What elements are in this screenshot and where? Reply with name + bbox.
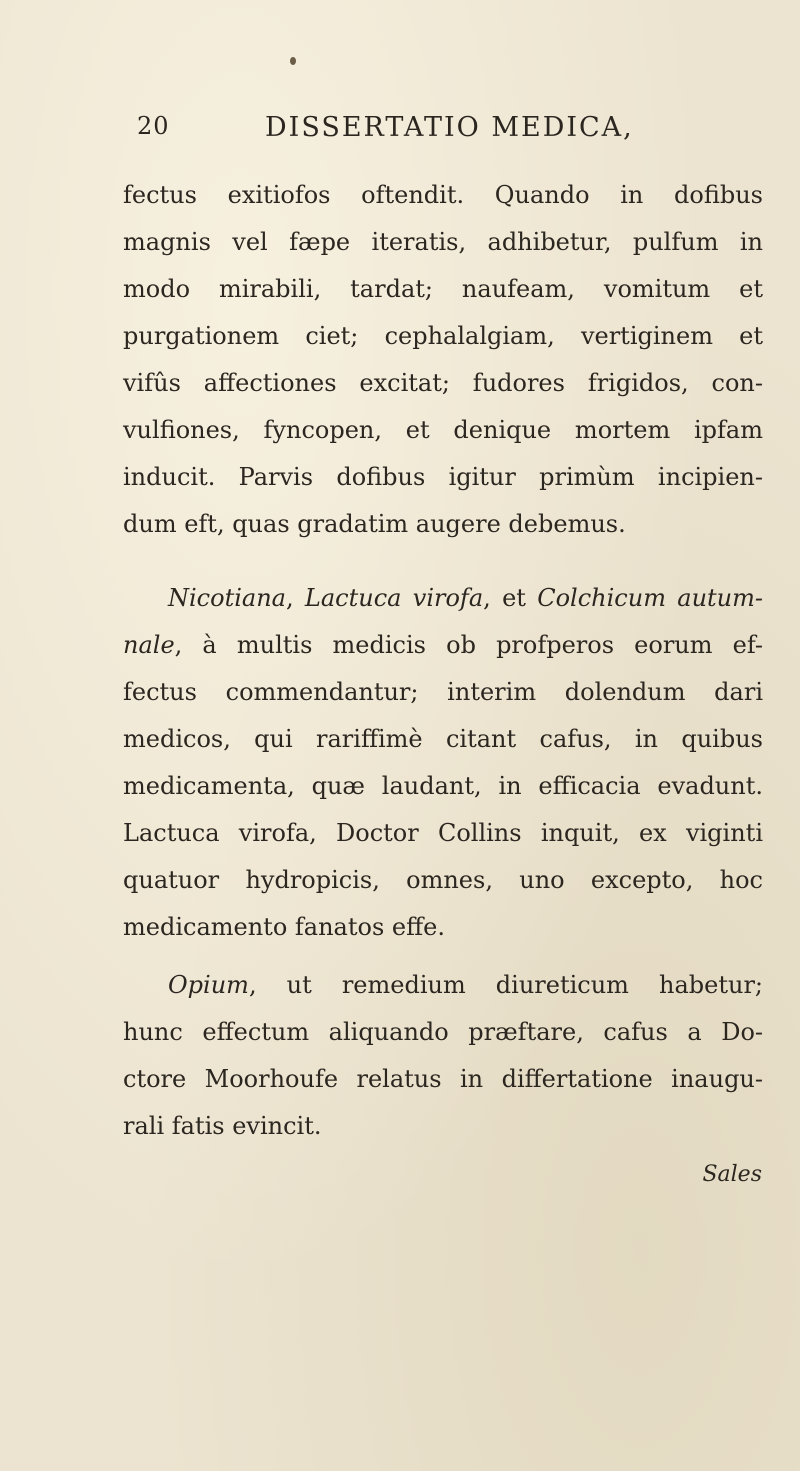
text-line: hunc effectum aliquando præftare, cafus a Do-	[123, 1018, 763, 1046]
text-line: dum eft, quas gradatim augere debemus.	[123, 510, 626, 538]
text-line: vulfiones, fyncopen, et denique mortem ipfam	[123, 416, 763, 444]
text-line: ctore Moorhoufe relatus in differtatione inaugu-	[123, 1065, 763, 1093]
catchword: Sales	[702, 1162, 762, 1187]
text-line: medicos, qui rariffimè citant cafus, in quibus	[123, 725, 763, 753]
text-line: Lactuca virofa, Doctor Collins inquit, ex viginti	[123, 819, 763, 847]
italic-term: Lactuca virofa	[304, 584, 484, 612]
running-head	[120, 112, 760, 152]
text-line: modo mirabili, tardat; naufeam, vomitum et	[123, 275, 763, 303]
text-line: medicamento fanatos effe.	[123, 913, 445, 941]
italic-term: Colchicum autum-	[537, 584, 764, 612]
text-line: magnis vel fæpe iteratis, adhibetur, pulfum in	[123, 228, 763, 256]
text-line: fectus commendantur; interim dolendum dari	[123, 678, 763, 706]
text-line-italic-lead: Opium, ut remedium diureticum habetur;	[168, 971, 763, 999]
italic-term: Nicotiana	[168, 584, 286, 612]
ink-speck	[290, 57, 296, 65]
text-line: fectus exitiofos oftendit. Quando in dofibus	[123, 181, 763, 209]
text-line: vifûs affectiones excitat; fudores frigidos, con-	[123, 369, 763, 397]
text-line: quatuor hydropicis, omnes, uno excepto, hoc	[123, 866, 763, 894]
italic-term: Opium	[168, 971, 249, 999]
text-line-italic-lead: Nicotiana, Lactuca virofa, et Colchicum autum-	[168, 584, 764, 612]
italic-term: nale	[123, 631, 175, 659]
text-line: inducit. Parvis dofibus igitur primùm incipien-	[123, 463, 763, 491]
text-line-italic-lead: nale, à multis medicis ob profperos eorum ef-	[123, 631, 763, 659]
running-title: DISSERTATIO MEDICA,	[265, 112, 634, 143]
text-line: medicamenta, quæ laudant, in efficacia evadunt.	[123, 772, 763, 800]
text-line: rali fatis evincit.	[123, 1112, 322, 1140]
text-line: purgationem ciet; cephalalgiam, vertiginem et	[123, 322, 763, 350]
page-number: 20	[137, 112, 170, 140]
